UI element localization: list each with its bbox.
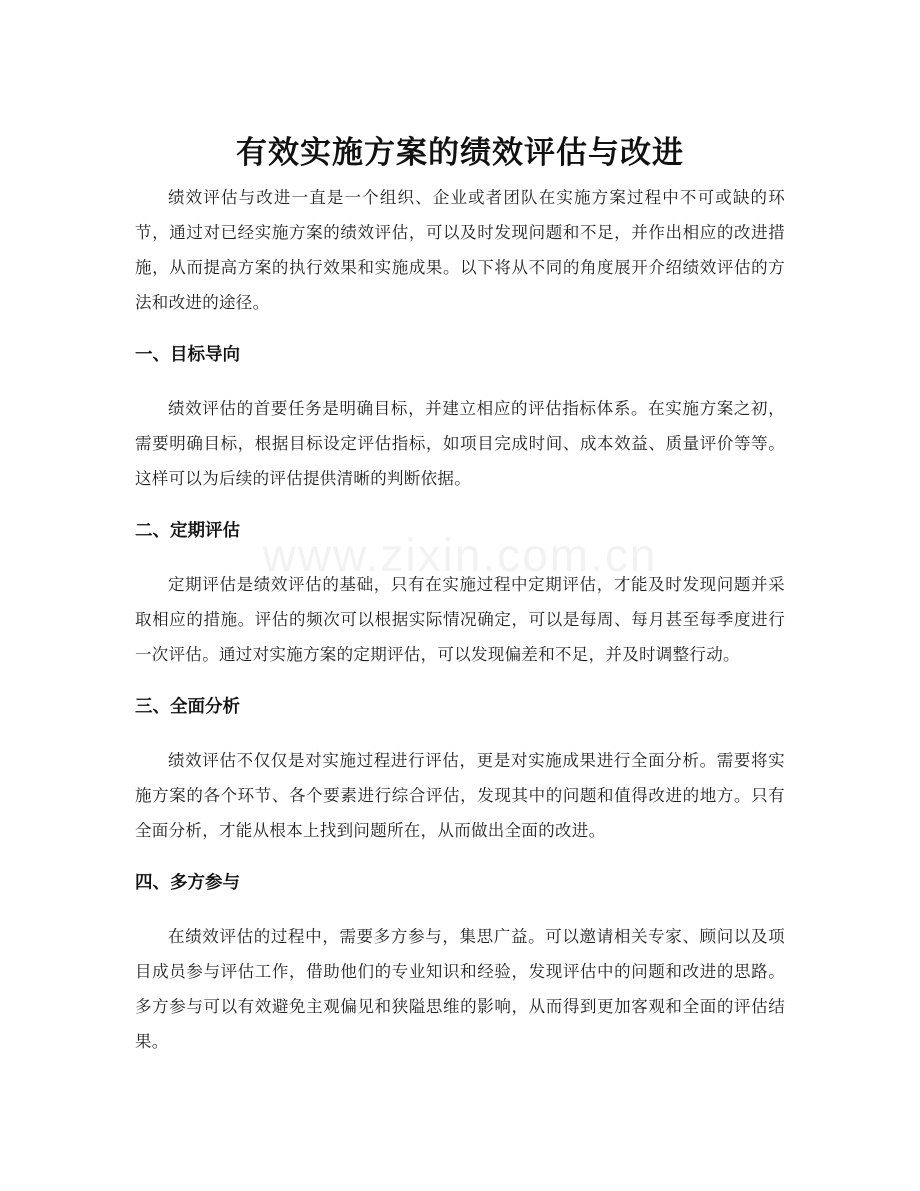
section-4-paragraph: 在绩效评估的过程中，需要多方参与，集思广益。可以邀请相关专家、顾问以及项目成员参与评估工作，借助他们的专业知识和经验，发现评估中的问题和改进的思路。多方参与可以有效避免主观偏见和狭隘思维的影响，从而得到更加客观和全面的评估结果。 <box>135 927 785 1051</box>
section-1-heading: 一、目标导向 <box>135 345 240 365</box>
section-3-paragraph: 绩效评估不仅仅是对实施过程进行评估，更是对实施成果进行全面分析。需要将实施方案的各个环节、各个要素进行综合评估，发现其中的问题和值得改进的地方。只有全面分析，才能从根本上找到问题所在，从而做出全面的改进。 <box>135 751 785 840</box>
document-body <box>135 180 785 1059</box>
section-4-heading: 四、多方参与 <box>135 873 240 893</box>
section-2-heading: 二、定期评估 <box>135 521 240 541</box>
section-2-paragraph: 定期评估是绩效评估的基础，只有在实施过程中定期评估，才能及时发现问题并采取相应的措施。评估的频次可以根据实际情况确定，可以是每周、每月甚至每季度进行一次评估。通过对实施方案的定期评估，可以发现偏差和不足，并及时调整行动。 <box>135 575 785 664</box>
section-3-heading: 三、全面分析 <box>135 697 240 717</box>
intro-paragraph: 绩效评估与改进一直是一个组织、企业或者团队在实施方案过程中不可或缺的环节，通过对已经实施方案的绩效评估，可以及时发现问题和不足，并作出相应的改进措施，从而提高方案的执行效果和实施成果。以下将从不同的角度展开介绍绩效评估的方法和改进的途径。 <box>135 188 785 312</box>
document-title: 有效实施方案的绩效评估与改进 <box>236 134 684 171</box>
section-1-paragraph: 绩效评估的首要任务是明确目标，并建立相应的评估指标体系。在实施方案之初，需要明确目标，根据目标设定评估指标，如项目完成时间、成本效益、质量评价等等。这样可以为后续的评估提供清晰的判断依据。 <box>135 399 785 488</box>
watermark: www.zixin.com.cn <box>262 529 658 581</box>
